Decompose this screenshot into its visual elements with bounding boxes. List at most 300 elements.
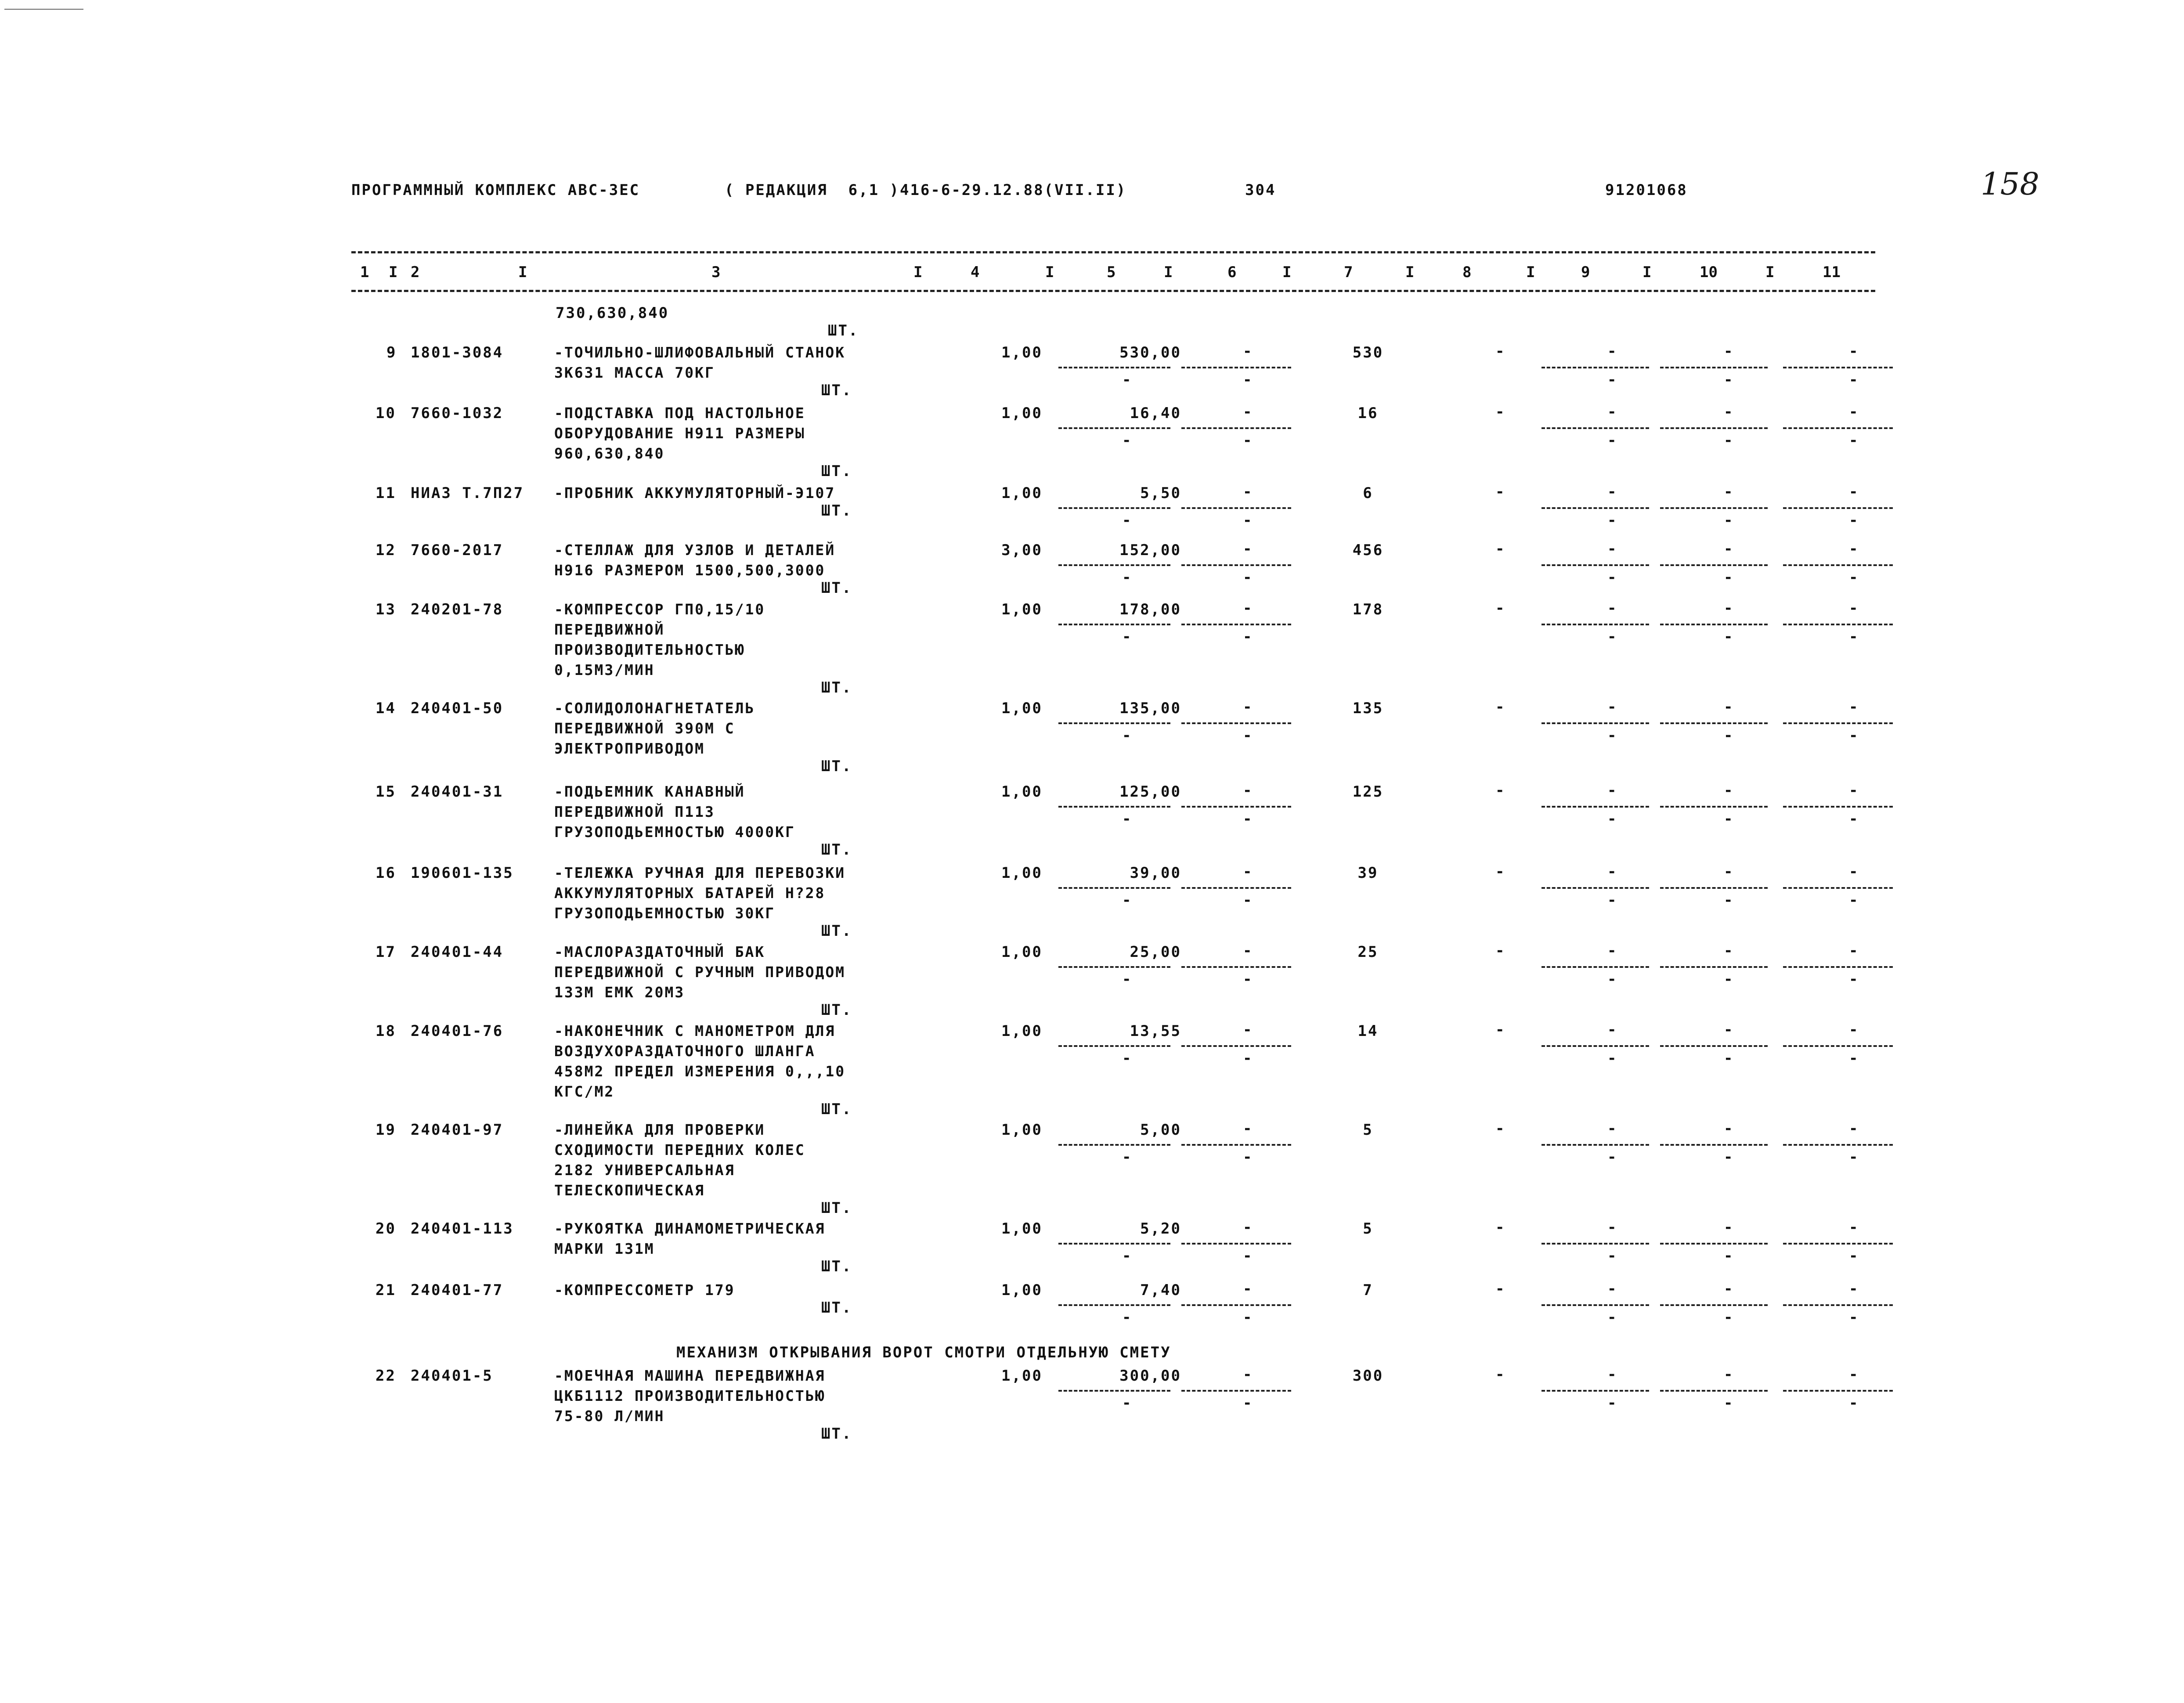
dash-col9: - bbox=[1607, 343, 1617, 360]
row-description bbox=[554, 782, 949, 842]
dash-col9: - bbox=[1607, 540, 1617, 558]
row-total: 125 bbox=[1352, 783, 1384, 801]
row-code: 240401-31 bbox=[411, 783, 504, 801]
dash-col11: - bbox=[1849, 540, 1858, 558]
row-unit-price: 7,40 bbox=[1140, 1281, 1181, 1299]
row-code: 240401-76 bbox=[411, 1022, 504, 1040]
subtotal-underline bbox=[1181, 507, 1291, 509]
subtotal-underline bbox=[1181, 367, 1291, 368]
column-header-11: 11 bbox=[1823, 263, 1841, 281]
description-line: ГРУЗОПОДЬЕМНОСТЬЮ 30КГ bbox=[554, 905, 776, 922]
dash-col6: - bbox=[1243, 1366, 1252, 1383]
dash-col10-lower: - bbox=[1724, 727, 1733, 744]
mechanism-note: МЕХАНИЗМ ОТКРЫВАНИЯ ВОРОТ СМОТРИ ОТДЕЛЬНУЮ СМЕТУ bbox=[676, 1344, 1171, 1361]
row-description bbox=[554, 698, 949, 759]
dash-col10: - bbox=[1724, 343, 1733, 360]
description-line: ПЕРЕДВИЖНОЙ С РУЧНЫМ ПРИВОДОМ bbox=[554, 963, 846, 981]
row-code: 240401-44 bbox=[411, 943, 504, 961]
dash-col8: - bbox=[1495, 483, 1505, 501]
description-line: 3К631 МАССА 70КГ bbox=[554, 364, 715, 381]
column-separator: I bbox=[518, 263, 527, 281]
row-code: 240201-78 bbox=[411, 601, 504, 618]
row-number: 16 bbox=[375, 864, 396, 882]
subtotal-underline bbox=[1783, 507, 1893, 509]
row-number: 21 bbox=[375, 1281, 396, 1299]
dash-price-lower: - bbox=[1122, 628, 1131, 646]
row-number: 11 bbox=[375, 484, 396, 502]
lead-text: 730,630,840 bbox=[556, 304, 669, 322]
dash-col6-lower: - bbox=[1243, 1309, 1252, 1326]
dash-price-lower: - bbox=[1122, 512, 1131, 529]
row-number: 10 bbox=[375, 404, 396, 422]
dash-col11: - bbox=[1849, 1280, 1858, 1298]
edition-info: ( РЕДАКЦИЯ 6,1 )416-6-29.12.88(VII.II) bbox=[725, 181, 1127, 199]
subtotal-underline bbox=[1541, 624, 1649, 625]
dash-col8: - bbox=[1495, 343, 1505, 360]
dash-col11-lower: - bbox=[1849, 810, 1858, 828]
subtotal-underline bbox=[1783, 564, 1893, 566]
dash-col10: - bbox=[1724, 863, 1733, 880]
dash-col11: - bbox=[1849, 403, 1858, 421]
subtotal-underline bbox=[1660, 1304, 1768, 1306]
dash-col10-lower: - bbox=[1724, 810, 1733, 828]
dash-col8: - bbox=[1495, 942, 1505, 960]
dash-col6: - bbox=[1243, 1219, 1252, 1236]
row-unit: ШТ. bbox=[821, 502, 852, 520]
column-header-3: 3 bbox=[711, 263, 721, 281]
dash-col10-lower: - bbox=[1724, 371, 1733, 389]
row-code: 240401-113 bbox=[411, 1220, 514, 1238]
row-description bbox=[554, 483, 949, 503]
subtotal-underline bbox=[1660, 367, 1768, 368]
dash-price-lower: - bbox=[1122, 810, 1131, 828]
row-quantity: 1,00 bbox=[1001, 1367, 1043, 1385]
row-unit: ШТ. bbox=[821, 462, 852, 480]
dash-col9: - bbox=[1607, 1280, 1617, 1298]
row-quantity: 1,00 bbox=[1001, 1022, 1043, 1040]
row-quantity: 1,00 bbox=[1001, 1121, 1043, 1139]
row-unit-price: 530,00 bbox=[1119, 344, 1181, 361]
subtotal-underline bbox=[1058, 564, 1170, 566]
row-code: 190601-135 bbox=[411, 864, 514, 882]
dash-col6-lower: - bbox=[1243, 971, 1252, 988]
row-code: 240401-77 bbox=[411, 1281, 504, 1299]
row-total: 7 bbox=[1363, 1281, 1373, 1299]
subtotal-underline bbox=[1660, 1045, 1768, 1047]
row-unit-price: 300,00 bbox=[1119, 1367, 1181, 1385]
description-line: -ЛИНЕЙКА ДЛЯ ПРОВЕРКИ bbox=[554, 1121, 765, 1138]
dash-col8: - bbox=[1495, 1280, 1505, 1298]
dash-col6: - bbox=[1243, 343, 1252, 360]
subtotal-underline bbox=[1181, 966, 1291, 968]
dash-col8: - bbox=[1495, 863, 1505, 880]
dash-col10-lower: - bbox=[1724, 628, 1733, 646]
dash-col6: - bbox=[1243, 1280, 1252, 1298]
dash-col9: - bbox=[1607, 1219, 1617, 1236]
row-description bbox=[554, 599, 949, 680]
row-code: 7660-1032 bbox=[411, 404, 504, 422]
dash-col11-lower: - bbox=[1849, 1148, 1858, 1166]
program-title: ПРОГРАММНЫЙ КОМПЛЕКС АВС-3ЕС bbox=[351, 181, 640, 199]
dash-col11-lower: - bbox=[1849, 1247, 1858, 1265]
subtotal-underline bbox=[1181, 1390, 1291, 1392]
column-header-5: 5 bbox=[1107, 263, 1116, 281]
dash-col8: - bbox=[1495, 1120, 1505, 1137]
dash-col6: - bbox=[1243, 863, 1252, 880]
description-line: 960,630,840 bbox=[554, 445, 665, 462]
row-total: 16 bbox=[1357, 404, 1379, 422]
dash-col9: - bbox=[1607, 1021, 1617, 1039]
dash-col10-lower: - bbox=[1724, 1247, 1733, 1265]
subtotal-underline bbox=[1541, 887, 1649, 889]
dash-price-lower: - bbox=[1122, 891, 1131, 909]
subtotal-underline bbox=[1058, 427, 1170, 429]
row-quantity: 1,00 bbox=[1001, 601, 1043, 618]
subtotal-underline bbox=[1783, 722, 1893, 724]
dash-price-lower: - bbox=[1122, 371, 1131, 389]
description-line: СХОДИМОСТИ ПЕРЕДНИХ КОЛЕС bbox=[554, 1141, 805, 1158]
dash-price-lower: - bbox=[1122, 1309, 1131, 1326]
subtotal-underline bbox=[1058, 966, 1170, 968]
description-line: ЭЛЕКТРОПРИВОДОМ bbox=[554, 740, 705, 757]
handwritten-page-number: 158 bbox=[1981, 166, 2040, 202]
row-description bbox=[554, 540, 949, 581]
subtotal-underline bbox=[1660, 507, 1768, 509]
dash-col9: - bbox=[1607, 403, 1617, 421]
subtotal-underline bbox=[1541, 722, 1649, 724]
subtotal-underline bbox=[1783, 1390, 1893, 1392]
dash-price-lower: - bbox=[1122, 1148, 1131, 1166]
dash-col9-lower: - bbox=[1607, 1148, 1617, 1166]
subtotal-underline bbox=[1058, 1304, 1170, 1306]
dash-col10: - bbox=[1724, 698, 1733, 716]
subtotal-underline bbox=[1181, 1243, 1291, 1245]
row-quantity: 1,00 bbox=[1001, 1281, 1043, 1299]
subtotal-underline bbox=[1058, 1390, 1170, 1392]
row-total: 6 bbox=[1363, 484, 1373, 502]
dash-col6-lower: - bbox=[1243, 1394, 1252, 1412]
subtotal-underline bbox=[1783, 806, 1893, 808]
dash-col11-lower: - bbox=[1849, 891, 1858, 909]
subtotal-underline bbox=[1541, 806, 1649, 808]
dash-col11: - bbox=[1849, 1219, 1858, 1236]
subtotal-underline bbox=[1181, 1144, 1291, 1146]
dash-col9: - bbox=[1607, 1366, 1617, 1383]
dash-col6: - bbox=[1243, 1120, 1252, 1137]
dash-col9-lower: - bbox=[1607, 371, 1617, 389]
subtotal-underline bbox=[1660, 1243, 1768, 1245]
dash-col6: - bbox=[1243, 942, 1252, 960]
dash-col11: - bbox=[1849, 782, 1858, 799]
dash-col10: - bbox=[1724, 599, 1733, 617]
dash-price-lower: - bbox=[1122, 569, 1131, 586]
description-line: ОБОРУДОВАНИЕ Н911 РАЗМЕРЫ bbox=[554, 425, 805, 442]
row-unit: ШТ. bbox=[821, 1100, 852, 1118]
dash-col11: - bbox=[1849, 343, 1858, 360]
dash-col11: - bbox=[1849, 698, 1858, 716]
row-unit-price: 16,40 bbox=[1130, 404, 1181, 422]
dash-price-lower: - bbox=[1122, 1394, 1131, 1412]
row-unit: ШТ. bbox=[821, 1425, 852, 1443]
dash-col10-lower: - bbox=[1724, 891, 1733, 909]
subtotal-underline bbox=[1541, 966, 1649, 968]
column-header-8: 8 bbox=[1462, 263, 1472, 281]
dash-col11-lower: - bbox=[1849, 727, 1858, 744]
subtotal-underline bbox=[1783, 1304, 1893, 1306]
description-line: 0,15М3/МИН bbox=[554, 661, 655, 678]
dash-col10-lower: - bbox=[1724, 1050, 1733, 1067]
subtotal-underline bbox=[1660, 966, 1768, 968]
header-rule-bottom bbox=[351, 290, 1875, 292]
dash-col8: - bbox=[1495, 1219, 1505, 1236]
subtotal-underline bbox=[1660, 722, 1768, 724]
row-code: 1801-3084 bbox=[411, 344, 504, 361]
row-unit-price: 13,55 bbox=[1130, 1022, 1181, 1040]
dash-col6-lower: - bbox=[1243, 891, 1252, 909]
description-line: КГС/М2 bbox=[554, 1083, 615, 1100]
description-line: 133М ЕМК 20М3 bbox=[554, 984, 685, 1001]
dash-col6-lower: - bbox=[1243, 628, 1252, 646]
scan-corner-mark bbox=[4, 9, 83, 10]
dash-col11-lower: - bbox=[1849, 1394, 1858, 1412]
row-number: 17 bbox=[375, 943, 396, 961]
row-total: 530 bbox=[1352, 344, 1384, 361]
sheet-number: 304 bbox=[1245, 181, 1276, 199]
document-code: 91201068 bbox=[1605, 181, 1688, 199]
row-code: 240401-50 bbox=[411, 700, 504, 717]
row-total: 300 bbox=[1352, 1367, 1384, 1385]
row-description bbox=[554, 1366, 949, 1426]
description-line: -КОМПРЕССОР ГП0,15/10 bbox=[554, 601, 765, 618]
header-rule-top bbox=[351, 251, 1875, 253]
subtotal-underline bbox=[1058, 367, 1170, 368]
dash-col6-lower: - bbox=[1243, 512, 1252, 529]
dash-col9: - bbox=[1607, 698, 1617, 716]
row-unit: ШТ. bbox=[821, 579, 852, 597]
dash-col6: - bbox=[1243, 599, 1252, 617]
dash-col9-lower: - bbox=[1607, 432, 1617, 449]
dash-price-lower: - bbox=[1122, 432, 1131, 449]
row-code: 240401-97 bbox=[411, 1121, 504, 1139]
dash-col6: - bbox=[1243, 698, 1252, 716]
row-description bbox=[554, 343, 949, 383]
subtotal-underline bbox=[1660, 1390, 1768, 1392]
dash-col11-lower: - bbox=[1849, 569, 1858, 586]
row-quantity: 1,00 bbox=[1001, 1220, 1043, 1238]
column-separator: I bbox=[1405, 263, 1415, 281]
dash-col11-lower: - bbox=[1849, 512, 1858, 529]
row-description bbox=[554, 1021, 949, 1102]
description-line: АККУМУЛЯТОРНЫХ БАТАРЕЙ Н?28 bbox=[554, 884, 826, 902]
dash-col11: - bbox=[1849, 863, 1858, 880]
dash-price-lower: - bbox=[1122, 1247, 1131, 1265]
description-line: ПРОИЗВОДИТЕЛЬНОСТЬЮ bbox=[554, 641, 745, 658]
row-unit-price: 39,00 bbox=[1130, 864, 1181, 882]
subtotal-underline bbox=[1660, 624, 1768, 625]
row-unit-price: 125,00 bbox=[1119, 783, 1181, 801]
row-description bbox=[554, 403, 949, 464]
subtotal-underline bbox=[1058, 1045, 1170, 1047]
subtotal-underline bbox=[1181, 564, 1291, 566]
dash-col6: - bbox=[1243, 403, 1252, 421]
subtotal-underline bbox=[1058, 887, 1170, 889]
description-line: ГРУЗОПОДЬЕМНОСТЬЮ 4000КГ bbox=[554, 823, 795, 841]
description-line: 2182 УНИВЕРСАЛЬНАЯ bbox=[554, 1162, 735, 1179]
dash-col9-lower: - bbox=[1607, 1247, 1617, 1265]
row-unit: ШТ. bbox=[821, 1258, 852, 1275]
dash-col9-lower: - bbox=[1607, 1309, 1617, 1326]
dash-col10: - bbox=[1724, 540, 1733, 558]
dash-col10-lower: - bbox=[1724, 512, 1733, 529]
column-separator: I bbox=[1164, 263, 1173, 281]
description-line: -ТЕЛЕЖКА РУЧНАЯ ДЛЯ ПЕРЕВОЗКИ bbox=[554, 864, 846, 881]
subtotal-underline bbox=[1783, 1045, 1893, 1047]
row-unit-price: 178,00 bbox=[1119, 601, 1181, 618]
row-unit-price: 25,00 bbox=[1130, 943, 1181, 961]
dash-col11-lower: - bbox=[1849, 628, 1858, 646]
subtotal-underline bbox=[1783, 887, 1893, 889]
subtotal-underline bbox=[1783, 966, 1893, 968]
column-separator: I bbox=[1282, 263, 1292, 281]
row-number: 12 bbox=[375, 541, 396, 559]
subtotal-underline bbox=[1058, 806, 1170, 808]
dash-col11: - bbox=[1849, 942, 1858, 960]
dash-col6-lower: - bbox=[1243, 1148, 1252, 1166]
column-separator: I bbox=[1526, 263, 1535, 281]
dash-price-lower: - bbox=[1122, 971, 1131, 988]
description-line: ТЕЛЕСКОПИЧЕСКАЯ bbox=[554, 1182, 705, 1199]
row-number: 15 bbox=[375, 783, 396, 801]
description-line: ПЕРЕДВИЖНОЙ 390М С bbox=[554, 720, 735, 737]
row-unit: ШТ. bbox=[821, 1199, 852, 1217]
row-total: 135 bbox=[1352, 700, 1384, 717]
row-total: 178 bbox=[1352, 601, 1384, 618]
subtotal-underline bbox=[1058, 1243, 1170, 1245]
subtotal-underline bbox=[1181, 1045, 1291, 1047]
dash-col9-lower: - bbox=[1607, 1394, 1617, 1412]
dash-price-lower: - bbox=[1122, 727, 1131, 744]
row-number: 14 bbox=[375, 700, 396, 717]
row-total: 25 bbox=[1357, 943, 1379, 961]
description-line: -РУКОЯТКА ДИНАМОМЕТРИЧЕСКАЯ bbox=[554, 1220, 826, 1237]
subtotal-underline bbox=[1783, 1243, 1893, 1245]
description-line: МАРКИ 131М bbox=[554, 1240, 655, 1257]
dash-col11-lower: - bbox=[1849, 432, 1858, 449]
dash-col11: - bbox=[1849, 1120, 1858, 1137]
row-total: 5 bbox=[1363, 1220, 1373, 1238]
dash-col6-lower: - bbox=[1243, 1050, 1252, 1067]
dash-col9-lower: - bbox=[1607, 971, 1617, 988]
row-code: 240401-5 bbox=[411, 1367, 493, 1385]
column-header-2: 2 bbox=[411, 263, 420, 281]
dash-col8: - bbox=[1495, 698, 1505, 716]
dash-col10-lower: - bbox=[1724, 1309, 1733, 1326]
dash-col10: - bbox=[1724, 1280, 1733, 1298]
subtotal-underline bbox=[1541, 427, 1649, 429]
dash-col6-lower: - bbox=[1243, 371, 1252, 389]
dash-col9-lower: - bbox=[1607, 512, 1617, 529]
description-line: ПЕРЕДВИЖНОЙ bbox=[554, 621, 665, 638]
subtotal-underline bbox=[1058, 507, 1170, 509]
dash-col9-lower: - bbox=[1607, 810, 1617, 828]
dash-col10: - bbox=[1724, 782, 1733, 799]
dash-col10-lower: - bbox=[1724, 569, 1733, 586]
row-number: 13 bbox=[375, 601, 396, 618]
dash-col9: - bbox=[1607, 483, 1617, 501]
description-line: -МАСЛОРАЗДАТОЧНЫЙ БАК bbox=[554, 943, 765, 960]
dash-col10: - bbox=[1724, 483, 1733, 501]
dash-col6-lower: - bbox=[1243, 727, 1252, 744]
column-header-1: 1 bbox=[360, 263, 369, 281]
description-line: ВОЗДУХОРАЗДАТОЧНОГО ШЛАНГА bbox=[554, 1043, 816, 1060]
dash-col9: - bbox=[1607, 863, 1617, 880]
dash-col8: - bbox=[1495, 1366, 1505, 1383]
row-description bbox=[554, 1219, 949, 1259]
subtotal-underline bbox=[1541, 507, 1649, 509]
subtotal-underline bbox=[1660, 887, 1768, 889]
dash-col10-lower: - bbox=[1724, 1148, 1733, 1166]
dash-col11-lower: - bbox=[1849, 1309, 1858, 1326]
description-line: -КОМПРЕССОМЕТР 179 bbox=[554, 1281, 735, 1299]
row-unit-price: 5,20 bbox=[1140, 1220, 1181, 1238]
dash-price-lower: - bbox=[1122, 1050, 1131, 1067]
subtotal-underline bbox=[1783, 624, 1893, 625]
row-unit-price: 152,00 bbox=[1119, 541, 1181, 559]
dash-col6: - bbox=[1243, 1021, 1252, 1039]
column-header-7: 7 bbox=[1344, 263, 1353, 281]
column-separator: I bbox=[1045, 263, 1054, 281]
dash-col11-lower: - bbox=[1849, 371, 1858, 389]
description-line: 75-80 Л/МИН bbox=[554, 1407, 665, 1425]
column-header-4: 4 bbox=[971, 263, 980, 281]
dash-col6: - bbox=[1243, 540, 1252, 558]
dash-col11: - bbox=[1849, 483, 1858, 501]
dash-col6-lower: - bbox=[1243, 432, 1252, 449]
dash-col9: - bbox=[1607, 942, 1617, 960]
column-header-6: 6 bbox=[1227, 263, 1237, 281]
row-total: 5 bbox=[1363, 1121, 1373, 1139]
row-unit: ШТ. bbox=[821, 679, 852, 696]
subtotal-underline bbox=[1660, 427, 1768, 429]
description-line: 458М2 ПРЕДЕЛ ИЗМЕРЕНИЯ 0,,,10 bbox=[554, 1063, 846, 1080]
row-description bbox=[554, 863, 949, 924]
dash-col8: - bbox=[1495, 599, 1505, 617]
column-separator: I bbox=[1643, 263, 1652, 281]
dash-col10: - bbox=[1724, 1219, 1733, 1236]
description-line: ЦКБ1112 ПРОИЗВОДИТЕЛЬНОСТЬЮ bbox=[554, 1387, 826, 1404]
subtotal-underline bbox=[1541, 1390, 1649, 1392]
column-separator: I bbox=[1765, 263, 1775, 281]
row-unit: ШТ. bbox=[821, 1001, 852, 1019]
description-line: Н916 РАЗМЕРОМ 1500,500,3000 bbox=[554, 562, 826, 579]
row-unit: ШТ. bbox=[821, 758, 852, 775]
subtotal-underline bbox=[1058, 1144, 1170, 1146]
row-quantity: 1,00 bbox=[1001, 700, 1043, 717]
dash-col6: - bbox=[1243, 483, 1252, 501]
dash-col8: - bbox=[1495, 540, 1505, 558]
row-total: 456 bbox=[1352, 541, 1384, 559]
row-quantity: 3,00 bbox=[1001, 541, 1043, 559]
subtotal-underline bbox=[1181, 806, 1291, 808]
dash-col9: - bbox=[1607, 782, 1617, 799]
subtotal-underline bbox=[1660, 806, 1768, 808]
subtotal-underline bbox=[1783, 1144, 1893, 1146]
row-quantity: 1,00 bbox=[1001, 404, 1043, 422]
dash-col10: - bbox=[1724, 1366, 1733, 1383]
row-number: 20 bbox=[375, 1220, 396, 1238]
row-unit-price: 135,00 bbox=[1119, 700, 1181, 717]
row-number: 18 bbox=[375, 1022, 396, 1040]
